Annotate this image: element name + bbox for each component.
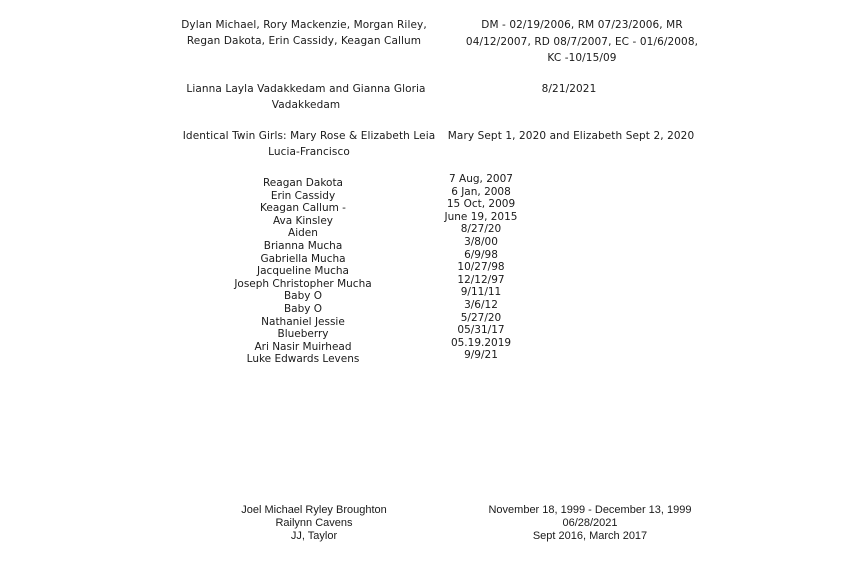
entry-2-names: Lianna Layla Vadakkedam and Gianna Gloria Vadakkedam — [186, 83, 426, 111]
list-name: Keagan Callum - — [260, 202, 346, 215]
list-name: Jacqueline Mucha — [257, 265, 349, 278]
list-date: June 19, 2015 — [444, 210, 518, 223]
list-date: 7 Aug, 2007 — [449, 173, 513, 185]
list-name: Joseph Christopher Mucha — [234, 277, 372, 290]
bottom-date: Sept 2016, March 2017 — [532, 530, 648, 542]
list-date: 9/11/11 — [460, 286, 502, 299]
list-date: 15 Oct, 2009 — [446, 198, 516, 211]
list-date: 6 Jan, 2008 — [451, 185, 511, 198]
list-names — [193, 177, 413, 366]
list-name: Aiden — [288, 227, 318, 240]
list-date: 12/12/97 — [457, 273, 505, 286]
list-name: Blueberry — [277, 328, 329, 341]
list-name: Ari Nasir Muirhead — [254, 340, 352, 353]
bottom-date: 06/28/2021 — [562, 517, 618, 529]
list-dates — [421, 173, 541, 362]
bottom-name: Joel Michael Ryley Broughton — [241, 504, 387, 516]
bottom-name: JJ, Taylor — [290, 530, 338, 542]
entry-3-dates: Mary Sept 1, 2020 and Elizabeth Sept 2, 2020 — [447, 130, 695, 142]
entry-1-names: Dylan Michael, Rory Mackenzie, Morgan Riley, Regan Dakota, Erin Cassidy, Keagan Callum — [181, 19, 427, 47]
list-name: Baby O — [283, 290, 323, 303]
list-name: Reagan Dakota — [262, 177, 343, 189]
list-name: Nathaniel Jessie — [261, 315, 345, 328]
list-date: 9/9/21 — [464, 349, 498, 362]
list-date: 10/27/98 — [457, 261, 505, 274]
list-name: Brianna Mucha — [263, 239, 343, 252]
list-date: 3/8/00 — [464, 235, 498, 248]
list-date: 8/27/20 — [460, 223, 502, 236]
list-date: 05/31/17 — [457, 324, 505, 337]
list-date: 6/9/98 — [464, 248, 498, 261]
list-name: Ava Kinsley — [272, 214, 334, 227]
entry-2-dates: 8/21/2021 — [541, 83, 597, 95]
list-name: Luke Edwards Levens — [246, 353, 360, 366]
bottom-dates — [470, 504, 710, 543]
bottom-date: November 18, 1999 - December 13, 1999 — [488, 504, 692, 516]
list-name: Erin Cassidy — [270, 189, 336, 202]
list-date: 3/6/12 — [464, 298, 498, 311]
list-date: 5/27/20 — [460, 311, 502, 324]
list-name: Gabriella Mucha — [260, 252, 346, 265]
entry-1-dates: DM - 02/19/2006, RM 07/23/2006, MR 04/12/2007, RD 08/7/2007, EC - 01/6/2008, KC -10/15/09 — [465, 19, 699, 64]
bottom-names — [214, 504, 414, 543]
list-name: Baby O — [283, 302, 323, 315]
bottom-name: Railynn Cavens — [275, 517, 353, 529]
list-date: 05.19.2019 — [450, 336, 512, 349]
entry-3-names: Identical Twin Girls: Mary Rose & Elizabeth Leia Lucia-Francisco — [182, 130, 436, 158]
